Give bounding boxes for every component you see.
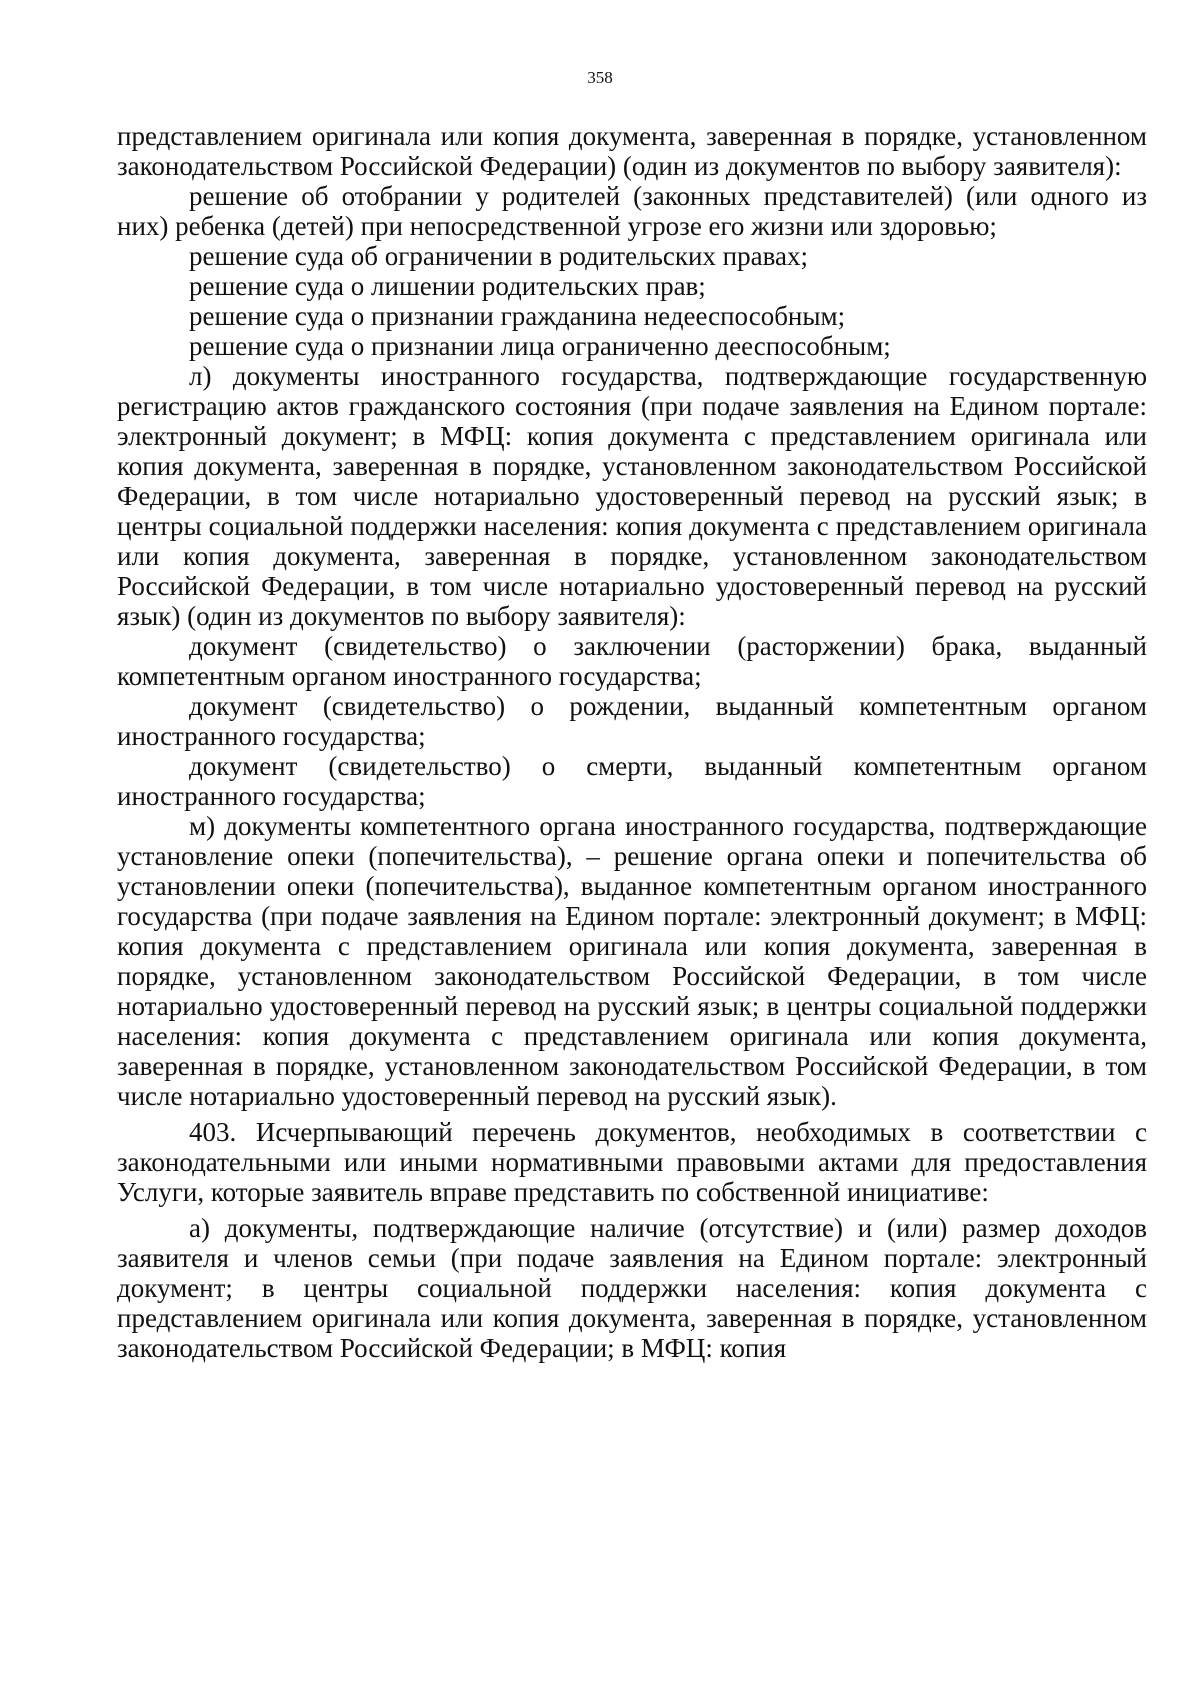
paragraph-marriage-certificate: документ (свидетельство) о заключении (расторжении) брака, выданный компетентным органом иностранного государства;	[117, 631, 1147, 691]
paragraph-court-restriction: решение суда об ограничении в родительских правах;	[189, 241, 808, 271]
document-body	[117, 121, 1147, 1363]
paragraph-continuation: представлением оригинала или копия документа, заверенная в порядке, установленном законодательством Российской Федерации) (один из документов по выбору заявителя):	[117, 121, 1147, 181]
paragraph-decision-removal: решение об отобрании у родителей (законных представителей) (или одного из них) ребенка (детей) при непосредственной угрозе его жизни или здоровью;	[117, 181, 1147, 241]
paragraph-section-403: 403. Исчерпывающий перечень документов, необходимых в соответствии с законодательными или иными нормативными правовыми актами для предоставления Услуги, которые заявитель вправе представить по собственной инициативе:	[117, 1117, 1147, 1207]
paragraph-court-limited-capacity: решение суда о признании лица ограниченно дееспособным;	[189, 331, 891, 361]
page-number: 358	[587, 68, 613, 87]
paragraph-item-m: м) документы компетентного органа иностранного государства, подтверждающие установление опеки (попечительства), – решение органа опеки и попечительства об установлении опеки (попечительства), выданное компетентным органом иностранного государства (при подаче заявления на Едином портале: электронный документ; в МФЦ: копия документа с представлением оригинала или копия документа, заверенная в порядке, установленном законодательством Российской Федерации, в том числе нотариально удостоверенный перевод на русский язык; в центры социальной поддержки населения: копия документа с представлением оригинала или копия документа, заверенная в порядке, установленном законодательством Российской Федерации, в том числе нотариально удостоверенный перевод на русский язык).	[117, 811, 1147, 1111]
paragraph-court-incapacity: решение суда о признании гражданина недееспособным;	[189, 301, 846, 331]
paragraph-item-l: л) документы иностранного государства, подтверждающие государственную регистрацию актов гражданского состояния (при подаче заявления на Едином портале: электронный документ; в МФЦ: копия документа с представлением оригинала или копия документа, заверенная в порядке, установленном законодательством Российской Федерации, в том числе нотариально удостоверенный перевод на русский язык; в центры социальной поддержки населения: копия документа с представлением оригинала или копия документа, заверенная в порядке, установленном законодательством Российской Федерации, в том числе нотариально удостоверенный перевод на русский язык) (один из документов по выбору заявителя):	[117, 361, 1147, 631]
paragraph-death-certificate: документ (свидетельство) о смерти, выданный компетентным органом иностранного государства;	[117, 751, 1147, 811]
paragraph-birth-certificate: документ (свидетельство) о рождении, выданный компетентным органом иностранного государства;	[117, 691, 1147, 751]
paragraph-item-a: а) документы, подтверждающие наличие (отсутствие) и (или) размер доходов заявителя и членов семьи (при подаче заявления на Едином портале: электронный документ; в центры социальной поддержки населения: копия документа с представлением оригинала или копия документа, заверенная в порядке, установленном законодательством Российской Федерации; в МФЦ: копия	[117, 1213, 1147, 1363]
paragraph-court-deprivation: решение суда о лишении родительских прав;	[189, 271, 706, 301]
